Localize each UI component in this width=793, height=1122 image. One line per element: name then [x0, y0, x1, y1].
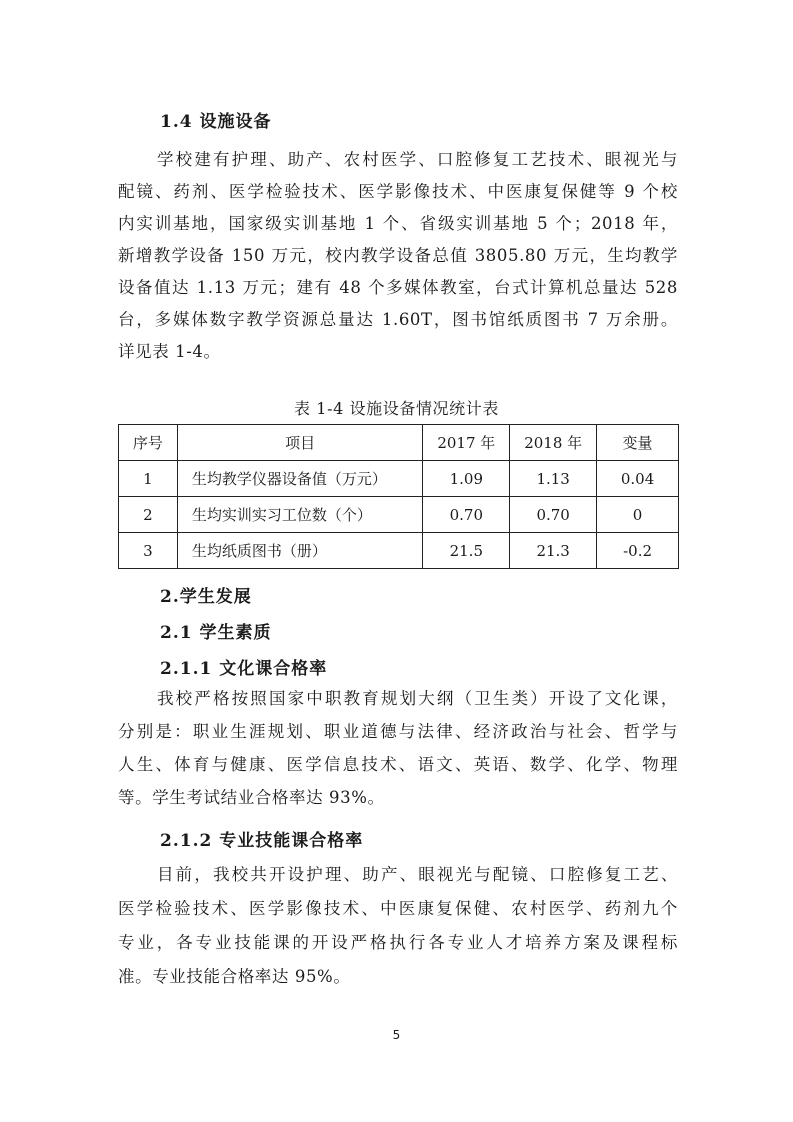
- table-caption: 表 1-4 设施设备情况统计表: [294, 399, 499, 418]
- paragraph-line: 准。专业技能合格率达 95%。: [118, 967, 351, 986]
- section-heading-2-1: 2.1 学生素质: [160, 623, 272, 643]
- header-index: 序号: [119, 425, 178, 461]
- paragraph-line: 设备值达 1.13 万元；建有 48 个多媒体教室，台式计算机总量达 528: [118, 278, 678, 297]
- paragraph-line: 目前，我校共开设护理、助产、眼视光与配镜、口腔修复工艺、: [157, 865, 678, 884]
- cell-item: 生均实训实习工位数（个）: [177, 497, 423, 533]
- cell-index: 1: [119, 461, 178, 497]
- header-2018: 2018 年: [510, 425, 597, 461]
- cell-change: 0.04: [597, 461, 679, 497]
- table-row: [119, 461, 679, 497]
- header-item: 项目: [177, 425, 423, 461]
- cell-index: 2: [119, 497, 178, 533]
- cell-item: 生均纸质图书（册）: [177, 533, 423, 569]
- cell-change: -0.2: [597, 533, 679, 569]
- section-heading-2-1-2: 2.1.2 专业技能课合格率: [160, 831, 364, 851]
- facilities-table: [118, 424, 679, 569]
- paragraph-line: 人生、体育与健康、医学信息技术、语文、英语、数学、化学、物理: [118, 755, 678, 774]
- cell-change: 0: [597, 497, 679, 533]
- cell-index: 3: [119, 533, 178, 569]
- table-header-row: [119, 425, 679, 461]
- cell-2018: 1.13: [510, 461, 597, 497]
- paragraph-line: 内实训基地，国家级实训基地 1 个、省级实训基地 5 个；2018 年，: [118, 214, 678, 233]
- section-heading-2-1-1: 2.1.1 文化课合格率: [160, 659, 328, 679]
- cell-2017: 21.5: [423, 533, 510, 569]
- paragraph-line: 详见表 1-4。: [118, 342, 221, 361]
- header-2017: 2017 年: [423, 425, 510, 461]
- paragraph-line: 新增教学设备 150 万元，校内教学设备总值 3805.80 万元，生均教学: [118, 246, 678, 265]
- cell-2017: 1.09: [423, 461, 510, 497]
- cell-2018: 21.3: [510, 533, 597, 569]
- table-row: [119, 533, 679, 569]
- header-change: 变量: [597, 425, 679, 461]
- cell-2018: 0.70: [510, 497, 597, 533]
- paragraph-line: 我校严格按照国家中职教育规划大纲（卫生类）开设了文化课，: [157, 689, 678, 708]
- section-heading-2: 2.学生发展: [160, 587, 252, 607]
- cell-2017: 0.70: [423, 497, 510, 533]
- paragraph-line: 分别是：职业生涯规划、职业道德与法律、经济政治与社会、哲学与: [118, 722, 678, 741]
- paragraph-line: 学校建有护理、助产、农村医学、口腔修复工艺技术、眼视光与: [157, 150, 678, 169]
- section-heading-1-4: 1.4 设施设备: [160, 112, 272, 132]
- paragraph-line: 配镜、药剂、医学检验技术、医学影像技术、中医康复保健等 9 个校: [118, 182, 678, 201]
- table-row: [119, 497, 679, 533]
- paragraph-line: 等。学生考试结业合格率达 93%。: [118, 788, 385, 807]
- cell-item: 生均教学仪器设备值（万元）: [177, 461, 423, 497]
- paragraph-line: 台，多媒体数字教学资源总量达 1.60T，图书馆纸质图书 7 万余册。: [118, 310, 678, 329]
- paragraph-line: 医学检验技术、医学影像技术、中医康复保健、农村医学、药剂九个: [118, 899, 678, 918]
- page-number: 5: [392, 1028, 401, 1042]
- paragraph-line: 专业，各专业技能课的开设严格执行各专业人才培养方案及课程标: [118, 933, 678, 952]
